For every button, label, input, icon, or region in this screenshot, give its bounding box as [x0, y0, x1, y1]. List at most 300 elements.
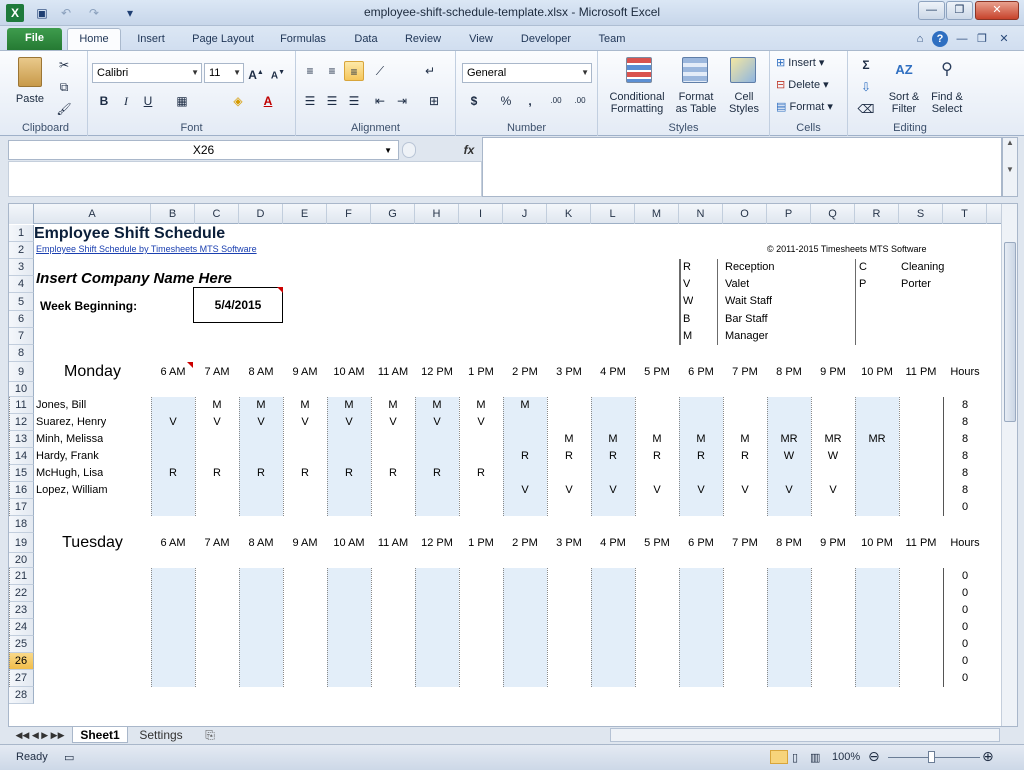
increase-decimal-button[interactable]: .00	[550, 96, 562, 105]
shift-cell[interactable]: R	[433, 467, 441, 479]
column-header-D[interactable]: D	[239, 204, 283, 224]
paste-icon	[18, 57, 42, 87]
shift-cell[interactable]: M	[432, 399, 442, 411]
clear-icon[interactable]: ⌫	[857, 102, 875, 116]
shift-cell[interactable]: M	[344, 399, 354, 411]
format-cells-button[interactable]: ▤ Format ▾	[776, 101, 833, 113]
zoom-slider-thumb[interactable]	[928, 751, 935, 763]
monday-grid-vline	[899, 397, 900, 516]
tuesday-shaded-column	[767, 568, 811, 687]
legend-code-2: C	[859, 261, 867, 273]
wrap-text-icon[interactable]: ↵	[424, 64, 436, 78]
hours-total: 0	[961, 587, 969, 599]
monday-hour-header: 11 PM	[905, 366, 937, 378]
shift-cell[interactable]: V	[653, 484, 661, 496]
employee-name[interactable]: Lopez, William	[36, 484, 108, 496]
hours-total: 0	[961, 501, 969, 513]
shift-cell[interactable]: R	[741, 450, 749, 462]
row-header-28[interactable]: 28	[9, 687, 34, 704]
tuesday-grid-vline	[239, 568, 240, 687]
macro-record-icon[interactable]: ▭	[64, 752, 75, 764]
binoculars-icon: ⚲	[941, 61, 953, 78]
shift-cell[interactable]: R	[389, 467, 397, 479]
status-bar	[0, 744, 1024, 770]
tuesday-employee-label: Employee	[64, 554, 109, 565]
align-bottom-icon[interactable]: ≡	[344, 61, 364, 81]
font-group	[88, 51, 296, 136]
alignment-label: Alignment	[351, 122, 400, 134]
legend-name: Reception	[725, 261, 775, 273]
tuesday-shaded-column	[327, 568, 371, 687]
shift-cell[interactable]: M	[388, 399, 398, 411]
shift-cell[interactable]: M	[696, 433, 706, 445]
workbook-close-icon[interactable]: ✕	[999, 33, 1009, 45]
copy-icon[interactable]: ⧉	[59, 80, 69, 94]
company-name[interactable]: Insert Company Name Here	[36, 270, 232, 287]
monday-hour-header: 3 PM	[556, 366, 582, 378]
row-header-27[interactable]: 27	[9, 670, 34, 687]
help-icon[interactable]: ?	[932, 31, 948, 47]
decrease-decimal-button[interactable]: .00	[574, 96, 586, 105]
tuesday-grid-vline	[767, 568, 768, 687]
hours-total: 0	[961, 570, 969, 582]
column-header-S[interactable]: S	[899, 204, 943, 224]
normal-view-icon[interactable]	[770, 750, 788, 764]
monday-hour-header: 10 PM	[861, 366, 893, 378]
tab-view[interactable]: View	[469, 33, 493, 45]
shift-cell[interactable]: V	[477, 416, 485, 428]
shift-cell[interactable]: M	[476, 399, 486, 411]
comment-indicator	[187, 362, 193, 368]
tab-formulas[interactable]: Formulas	[280, 33, 326, 45]
column-header-N[interactable]: N	[679, 204, 723, 224]
tuesday-grid-vline	[547, 568, 548, 687]
comma-button[interactable]: ,	[528, 94, 532, 108]
tuesday-hour-header: 4 PM	[600, 537, 626, 549]
tab-home[interactable]: Home	[67, 28, 121, 51]
monday-hour-header: 9 AM	[292, 366, 318, 378]
row-header-9[interactable]: 9	[9, 362, 34, 382]
monday-hour-header: Hours	[950, 366, 980, 378]
row-header-22[interactable]: 22	[9, 585, 34, 602]
employee-name[interactable]: Minh, Melissa	[36, 433, 104, 445]
minimize-button[interactable]: —	[918, 1, 945, 20]
align-center-icon[interactable]: ☰	[326, 94, 338, 108]
restore-button[interactable]: ❐	[946, 1, 973, 20]
align-left-icon[interactable]: ☰	[304, 94, 316, 108]
row-header-4[interactable]: 4	[9, 276, 34, 293]
align-middle-icon[interactable]: ≡	[328, 64, 336, 78]
tuesday-shaded-column	[151, 568, 195, 687]
row-header-17[interactable]: 17	[9, 499, 34, 516]
shift-cell[interactable]: R	[345, 467, 353, 479]
employee-name[interactable]: Suarez, Henry	[36, 416, 107, 428]
tuesday-shaded-column	[591, 568, 635, 687]
align-top-icon[interactable]: ≡	[306, 64, 314, 78]
format-painter-icon[interactable]: 🖌	[56, 102, 72, 116]
monday-hour-header: 1 PM	[468, 366, 494, 378]
row-header-21[interactable]: 21	[9, 568, 34, 585]
row-header-19[interactable]: 19	[9, 533, 34, 553]
monday-grid-vline	[459, 397, 460, 516]
grow-font-icon[interactable]: A▲	[248, 68, 264, 82]
excel-app-icon[interactable]: X	[6, 4, 24, 22]
font-name-select[interactable]: Calibri ▼	[92, 63, 202, 83]
tuesday-grid-vline	[195, 568, 196, 687]
redo-icon[interactable]: ↷	[88, 6, 100, 20]
shift-cell[interactable]: W	[783, 450, 795, 462]
monday-grid-vline	[195, 397, 196, 516]
column-header-J[interactable]: J	[503, 204, 547, 224]
insert-sheet-icon[interactable]: ⎘	[205, 728, 215, 742]
employee-name[interactable]: Hardy, Frank	[36, 450, 99, 462]
shift-cell[interactable]: M	[740, 433, 750, 445]
delete-cells-button[interactable]: ⊟ Delete ▾	[776, 79, 829, 91]
hours-total: 0	[961, 621, 969, 633]
row-header-18[interactable]: 18	[9, 516, 34, 533]
select-all-corner[interactable]	[9, 204, 34, 224]
shrink-font-icon[interactable]: A▼	[270, 69, 286, 82]
shift-cell[interactable]: M	[300, 399, 310, 411]
tuesday-hour-header: 6 AM	[160, 537, 186, 549]
shift-cell[interactable]: R	[213, 467, 221, 479]
tuesday-hour-header: 10 AM	[333, 537, 365, 549]
legend-code-2: P	[859, 278, 867, 290]
tuesday-grid-vline	[899, 568, 900, 687]
hours-total: 0	[961, 638, 969, 650]
row-header-16[interactable]: 16	[9, 482, 34, 499]
undo-icon[interactable]: ↶	[60, 6, 72, 20]
tuesday-hour-header: 2 PM	[512, 537, 538, 549]
legend-name: Wait Staff	[725, 295, 773, 307]
insert-function-button[interactable]: fx	[463, 143, 475, 157]
shift-cell[interactable]: M	[652, 433, 662, 445]
sheet-tab-sheet1[interactable]: Sheet1	[72, 727, 128, 743]
name-box[interactable]: X26 ▼	[8, 140, 399, 160]
column-header-E[interactable]: E	[283, 204, 327, 224]
sheet-tab-settings[interactable]: Settings	[139, 728, 183, 742]
shift-cell[interactable]: MR	[824, 433, 842, 445]
tuesday-shaded-column	[855, 568, 899, 687]
increase-indent-icon[interactable]: ⇥	[396, 94, 408, 108]
format-as-table-button[interactable]: Format as Table	[670, 55, 722, 117]
shift-cell[interactable]: V	[521, 484, 529, 496]
ribbon	[0, 50, 1024, 136]
shift-cell[interactable]: V	[169, 416, 177, 428]
decrease-indent-icon[interactable]: ⇤	[374, 94, 386, 108]
tuesday-grid-vline	[151, 568, 152, 687]
row-header-3[interactable]: 3	[9, 259, 34, 276]
monday-hour-header: 8 PM	[776, 366, 802, 378]
column-header-H[interactable]: H	[415, 204, 459, 224]
row-header-5[interactable]: 5	[9, 293, 34, 311]
hours-total: 8	[961, 484, 969, 496]
column-header-K[interactable]: K	[547, 204, 591, 224]
underline-button[interactable]: U	[143, 94, 153, 108]
monday-grid-vline	[371, 397, 372, 516]
shift-cell[interactable]: R	[609, 450, 617, 462]
formula-bar-resize-handle[interactable]	[402, 142, 416, 158]
column-header-P[interactable]: P	[767, 204, 811, 224]
tuesday-shaded-column	[415, 568, 459, 687]
copyright-text: © 2011-2015 Timesheets MTS Software	[767, 244, 927, 254]
row-header-25[interactable]: 25	[9, 636, 34, 653]
minimize-ribbon-icon[interactable]: ⌂	[916, 33, 924, 45]
percent-button[interactable]: %	[500, 94, 512, 108]
shift-cell[interactable]: V	[433, 416, 441, 428]
shift-cell[interactable]: R	[169, 467, 177, 479]
window-title: employee-shift-schedule-template.xlsx - Microsoft Excel	[363, 5, 661, 19]
tuesday-grid-vline	[327, 568, 328, 687]
sheet-title[interactable]: Employee Shift Schedule	[34, 225, 226, 242]
tuesday-hour-header: 10 PM	[861, 537, 893, 549]
formula-input[interactable]	[482, 137, 1002, 197]
save-icon[interactable]: ▣	[36, 6, 48, 20]
shift-cell[interactable]: R	[477, 467, 485, 479]
column-header-L[interactable]: L	[591, 204, 635, 224]
worksheet-grid[interactable]	[8, 203, 1018, 727]
tuesday-grid-vline	[503, 568, 504, 687]
tuesday-hour-header: 9 AM	[292, 537, 318, 549]
monday-hour-header: 10 AM	[333, 366, 365, 378]
shift-cell[interactable]: V	[257, 416, 265, 428]
row-header-10[interactable]: 10	[9, 382, 34, 397]
column-header-A[interactable]: A	[34, 204, 151, 224]
tab-insert[interactable]: Insert	[137, 33, 165, 45]
employee-name[interactable]: McHugh, Lisa	[36, 467, 104, 479]
fill-color-icon[interactable]: ◈	[233, 94, 243, 108]
monday-grid-vline	[855, 397, 856, 516]
tab-data[interactable]: Data	[354, 33, 378, 45]
column-header-Q[interactable]: Q	[811, 204, 855, 224]
zoom-in-icon[interactable]: ⊕	[982, 748, 994, 764]
tuesday-grid-vline	[9, 568, 10, 687]
column-header-C[interactable]: C	[195, 204, 239, 224]
zoom-level[interactable]: 100%	[832, 751, 861, 763]
horizontal-scrollbar[interactable]	[610, 728, 1000, 742]
row-header-14[interactable]: 14	[9, 448, 34, 465]
hours-total: 0	[961, 672, 969, 684]
monday-hour-header: 11 AM	[377, 366, 409, 378]
monday-grid-vline	[415, 397, 416, 516]
shift-cell[interactable]: V	[301, 416, 309, 428]
shift-cell[interactable]: R	[521, 450, 529, 462]
borders-icon[interactable]: ▦	[176, 94, 188, 108]
tuesday-hour-header: 12 PM	[421, 537, 453, 549]
monday-hour-header: 6 PM	[688, 366, 714, 378]
shift-cell[interactable]: V	[565, 484, 573, 496]
hours-total: 8	[961, 450, 969, 462]
legend-background	[679, 259, 681, 345]
vertical-scrollbar[interactable]	[1001, 204, 1018, 726]
legend-divider-code	[717, 259, 718, 345]
conditional-formatting-icon	[626, 57, 652, 83]
tuesday-hour-header: 6 PM	[688, 537, 714, 549]
tuesday-grid-vline	[459, 568, 460, 687]
column-header-F[interactable]: F	[327, 204, 371, 224]
legend-name-2: Cleaning	[901, 261, 945, 273]
tuesday-hour-header: 7 AM	[204, 537, 230, 549]
column-header-T[interactable]: T	[943, 204, 987, 224]
align-right-icon[interactable]: ☰	[348, 94, 360, 108]
alignment-group	[296, 51, 456, 136]
tuesday-hour-header: Hours	[950, 537, 980, 549]
tuesday-grid-vline	[591, 568, 592, 687]
cut-icon[interactable]: ✂	[58, 58, 70, 72]
shift-cell[interactable]: V	[829, 484, 837, 496]
shift-cell[interactable]: R	[565, 450, 573, 462]
find-select-button[interactable]: ⚲ Find & Select	[931, 61, 963, 115]
row-header-26[interactable]: 26	[9, 653, 34, 670]
fill-icon[interactable]: ⇩	[860, 80, 872, 94]
insert-cells-button[interactable]: ⊞ Insert ▾	[776, 57, 825, 69]
hours-total: 0	[961, 604, 969, 616]
shift-cell[interactable]: W	[827, 450, 839, 462]
row-header-1[interactable]: 1	[9, 225, 34, 242]
monday-grid-vline	[283, 397, 284, 516]
cell-styles-button[interactable]: Cell Styles	[722, 55, 766, 117]
page-layout-view-icon[interactable]: ▯	[792, 752, 799, 764]
formula-bar	[0, 137, 1024, 201]
week-beginning-input[interactable]: 5/4/2015	[193, 287, 283, 323]
column-header-R[interactable]: R	[855, 204, 899, 224]
tuesday-hour-header: 8 PM	[776, 537, 802, 549]
monday-grid-vline	[239, 397, 240, 516]
column-header-O[interactable]: O	[723, 204, 767, 224]
currency-button[interactable]: $	[470, 94, 478, 108]
schedule-link[interactable]: Employee Shift Schedule by Timesheets MTS Software	[36, 244, 257, 254]
tab-developer[interactable]: Developer	[520, 33, 572, 45]
shift-cell[interactable]: M	[520, 399, 530, 411]
cells-label: Cells	[796, 122, 821, 134]
shift-cell[interactable]: M	[256, 399, 266, 411]
row-header-15[interactable]: 15	[9, 465, 34, 482]
legend-name: Manager	[725, 330, 769, 342]
tab-review[interactable]: Review	[404, 33, 442, 45]
tuesday-hour-header: 5 PM	[644, 537, 670, 549]
tuesday-hour-header: 8 AM	[248, 537, 274, 549]
workbook-minimize-icon[interactable]: —	[956, 33, 968, 45]
shift-cell[interactable]: R	[697, 450, 705, 462]
formula-bar-expanded-area	[8, 161, 482, 197]
legend-code: R	[683, 261, 691, 273]
workbook-restore-icon[interactable]: ❐	[977, 33, 987, 45]
shift-cell[interactable]: V	[741, 484, 749, 496]
italic-button[interactable]: I	[124, 94, 128, 108]
shift-cell[interactable]: V	[697, 484, 705, 496]
row-header-12[interactable]: 12	[9, 414, 34, 431]
tab-team[interactable]: Team	[598, 33, 626, 45]
monday-day-label: Monday	[64, 363, 121, 380]
shift-cell[interactable]: R	[301, 467, 309, 479]
shift-cell[interactable]: M	[564, 433, 574, 445]
tuesday-hour-header: 7 PM	[732, 537, 758, 549]
number-label: Number	[506, 122, 547, 134]
monday-hour-header: 9 PM	[820, 366, 846, 378]
monday-hour-header: 2 PM	[512, 366, 538, 378]
monday-hour-header: 7 AM	[204, 366, 230, 378]
shift-cell[interactable]: MR	[868, 433, 886, 445]
tuesday-hour-header: 3 PM	[556, 537, 582, 549]
monday-hour-header: 12 PM	[421, 366, 453, 378]
shift-cell[interactable]: R	[653, 450, 661, 462]
employee-name[interactable]: Jones, Bill	[36, 399, 87, 411]
tuesday-grid-vline	[723, 568, 724, 687]
row-header-23[interactable]: 23	[9, 602, 34, 619]
column-headers	[9, 204, 1018, 224]
tuesday-grid-vline	[811, 568, 812, 687]
row-header-6[interactable]: 6	[9, 311, 34, 328]
hours-total: 8	[961, 416, 969, 428]
paste-label: Paste	[15, 93, 45, 105]
styles-label: Styles	[668, 122, 699, 134]
page-break-view-icon[interactable]: ▥	[810, 752, 821, 764]
row-header-24[interactable]: 24	[9, 619, 34, 636]
column-header-I[interactable]: I	[459, 204, 503, 224]
tuesday-grid-vline	[415, 568, 416, 687]
conditional-formatting-button[interactable]: Conditional Formatting	[602, 55, 672, 117]
bold-button[interactable]: B	[99, 94, 109, 108]
orientation-icon[interactable]: ⟋	[375, 64, 385, 78]
row-header-7[interactable]: 7	[9, 328, 34, 345]
sort-filter-button[interactable]: AZ Sort & Filter	[884, 55, 924, 117]
legend-divider	[855, 259, 856, 345]
shift-cell[interactable]: V	[345, 416, 353, 428]
font-color-icon[interactable]: A	[263, 94, 273, 108]
close-button[interactable]: ✕	[975, 1, 1019, 20]
row-header-11[interactable]: 11	[9, 397, 34, 414]
row-header-20[interactable]: 20	[9, 553, 34, 568]
monday-employee-label: Employee	[64, 383, 109, 394]
column-header-B[interactable]: B	[151, 204, 195, 224]
editing-group	[848, 51, 972, 136]
shift-cell[interactable]: V	[609, 484, 617, 496]
shift-cell[interactable]: MR	[780, 433, 798, 445]
customize-toolbar-icon[interactable]: ▾	[126, 6, 134, 20]
tuesday-grid-vline	[635, 568, 636, 687]
comment-indicator	[277, 287, 283, 293]
tab-page-layout[interactable]: Page Layout	[192, 33, 254, 45]
autosum-icon[interactable]: Σ	[862, 58, 870, 72]
tab-file[interactable]: File	[7, 28, 62, 50]
sheet-nav-arrows[interactable]: ◀◀ ◀ ▶ ▶▶	[15, 730, 65, 740]
shift-cell[interactable]: R	[257, 467, 265, 479]
row-header-2[interactable]: 2	[9, 242, 34, 259]
styles-group	[598, 51, 770, 136]
number-format-select[interactable]: General ▼	[462, 63, 592, 83]
font-size-select[interactable]: 11 ▼	[204, 63, 244, 83]
shift-cell[interactable]: V	[213, 416, 221, 428]
font-label: Font	[180, 122, 203, 134]
shift-cell[interactable]: M	[212, 399, 222, 411]
row-header-13[interactable]: 13	[9, 431, 34, 448]
vertical-scroll-thumb[interactable]	[1004, 242, 1016, 422]
formula-bar-scroll[interactable]: ▲ ▼	[1002, 137, 1018, 197]
monday-hour-header: 5 PM	[644, 366, 670, 378]
row-header-8[interactable]: 8	[9, 345, 34, 362]
tuesday-shaded-column	[679, 568, 723, 687]
tuesday-hour-header: 11 PM	[905, 537, 937, 549]
legend-code: M	[683, 330, 693, 342]
shift-cell[interactable]: V	[389, 416, 397, 428]
merge-center-icon[interactable]: ⊞	[428, 94, 440, 108]
column-header-M[interactable]: M	[635, 204, 679, 224]
shift-cell[interactable]: M	[608, 433, 618, 445]
shift-cell[interactable]: V	[785, 484, 793, 496]
column-header-G[interactable]: G	[371, 204, 415, 224]
paste-button[interactable]	[10, 55, 50, 111]
zoom-out-icon[interactable]: ⊖	[868, 748, 880, 764]
